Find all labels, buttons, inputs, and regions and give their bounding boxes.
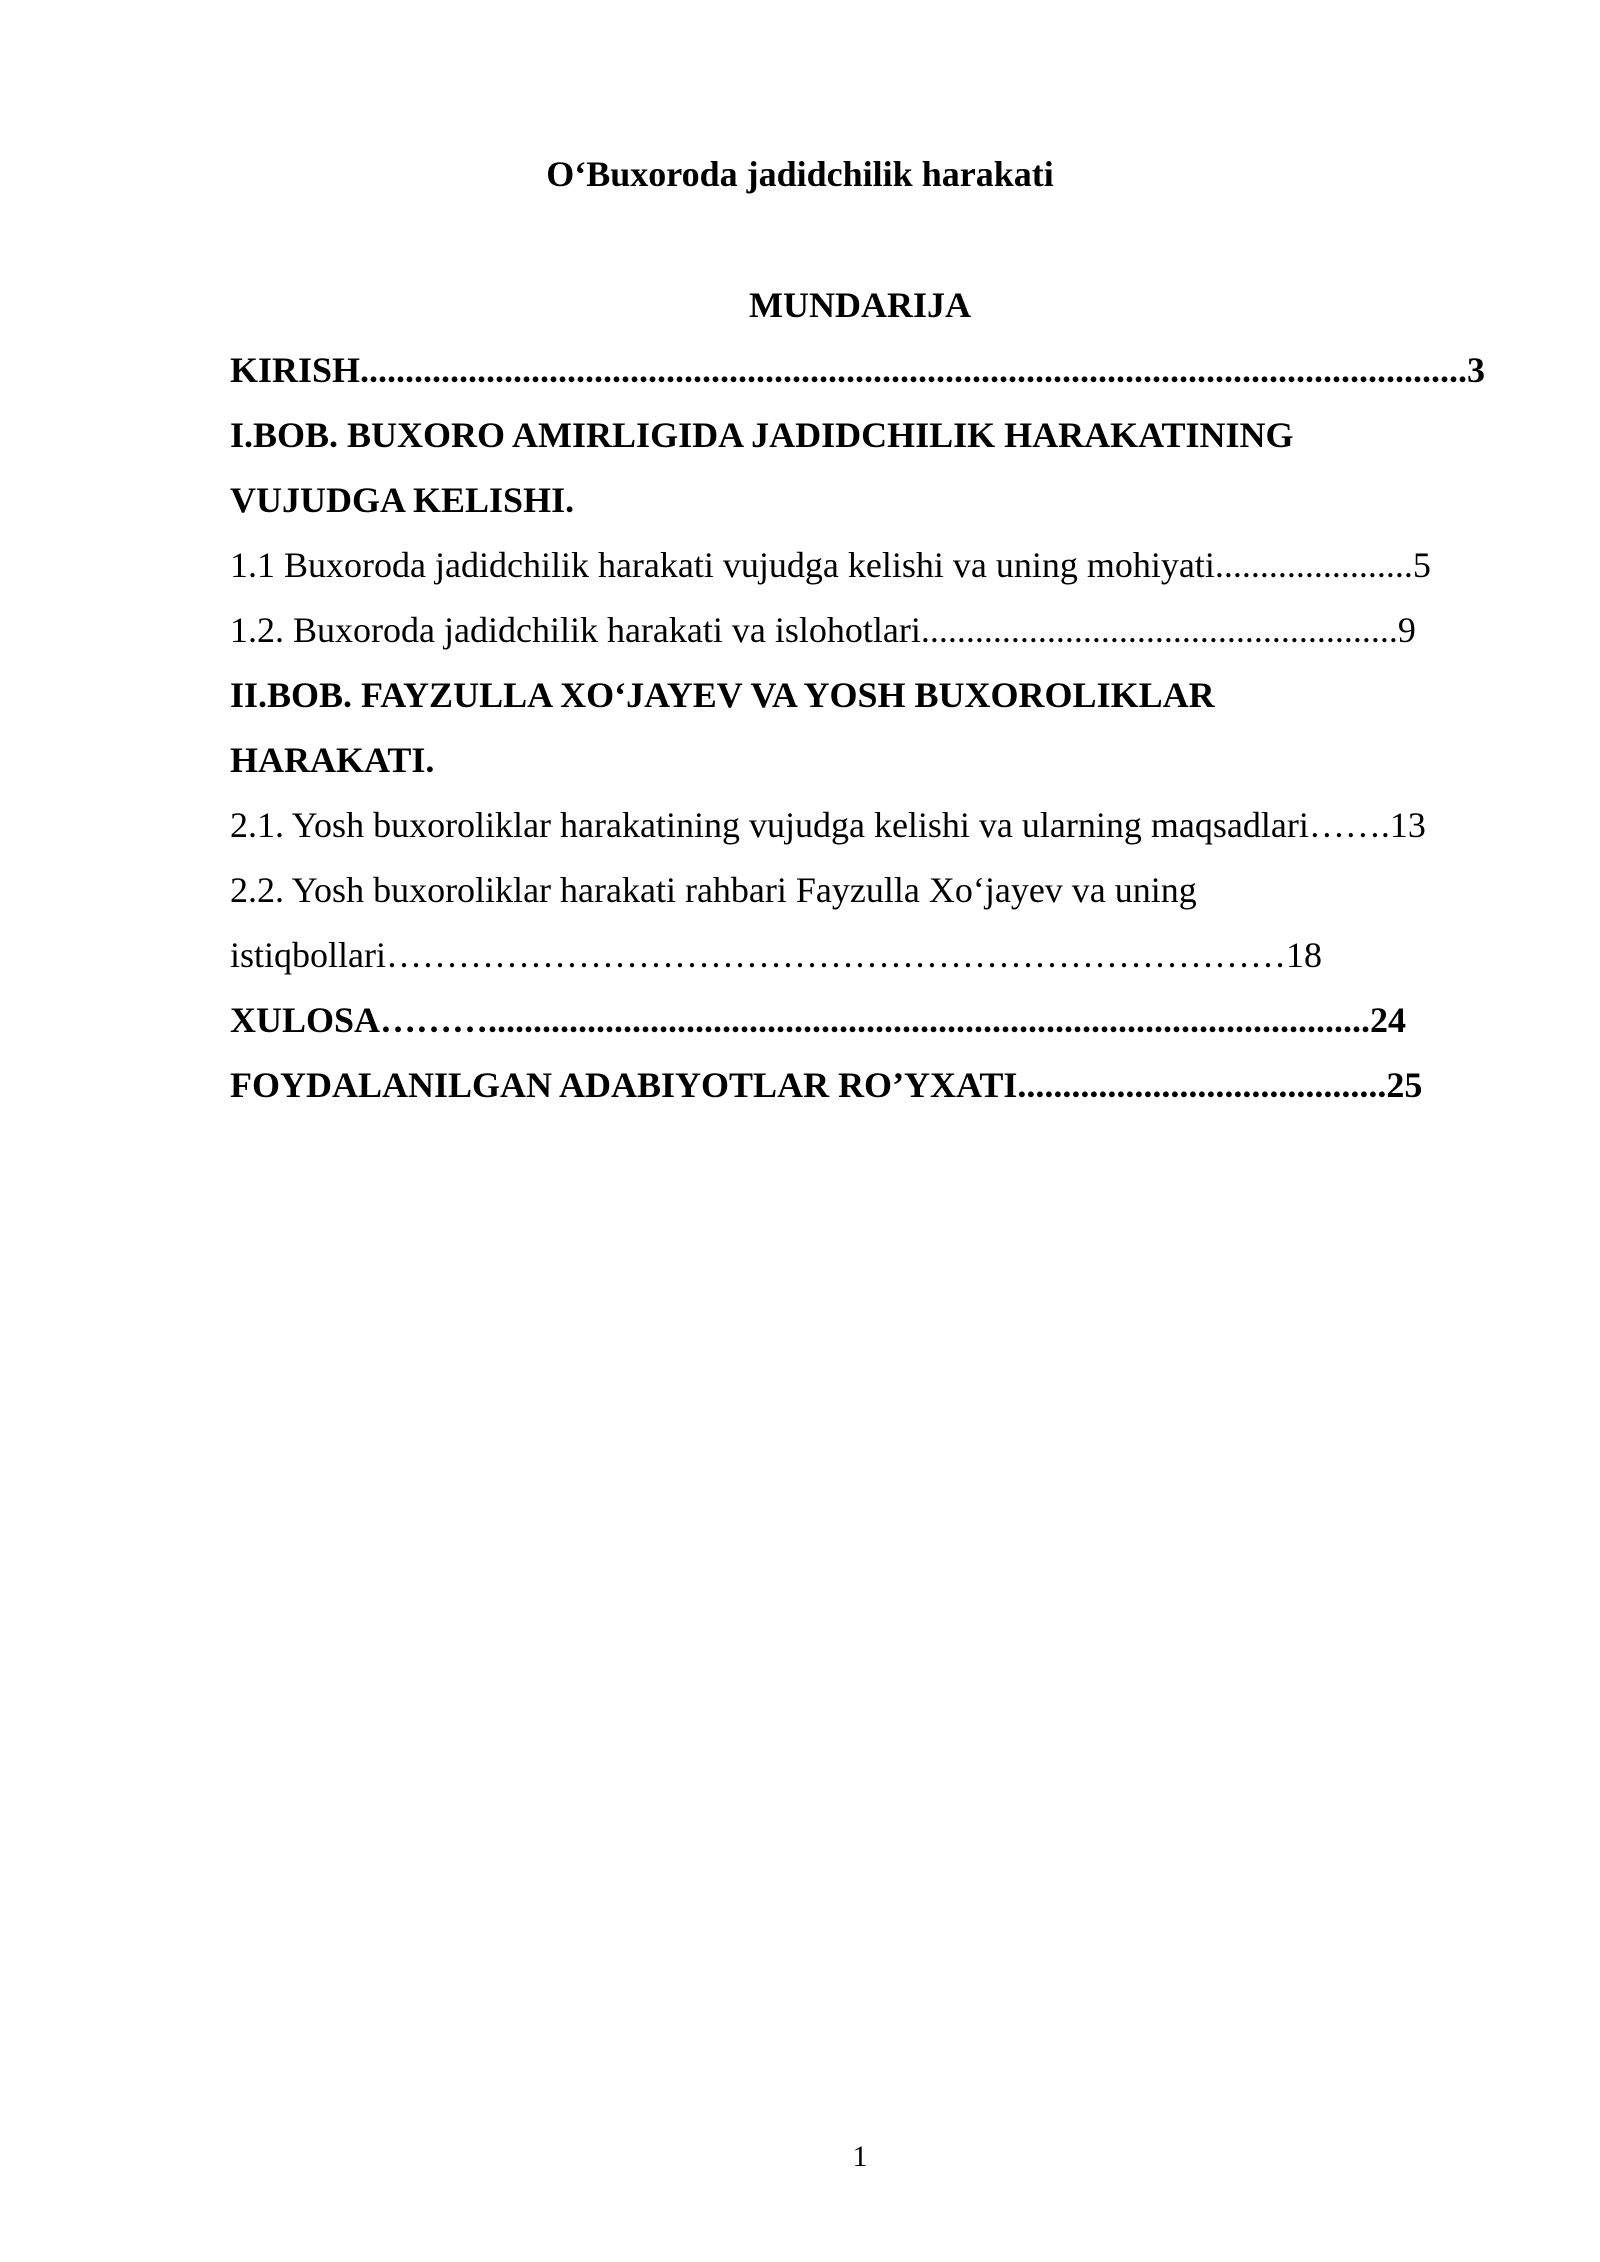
- document-title: O‘Buxoroda jadidchilik harakati: [546, 154, 1054, 194]
- toc-entry-2-2: 2.2. Yosh buxoroliklar harakati rahbari Fayzulla Xo‘jayev va uning: [230, 870, 1197, 910]
- toc-chapter-2-title-cont: HARAKATI.: [230, 740, 435, 780]
- toc-entry-2-2-cont: istiqbollari…………………………………………………………………18: [230, 935, 1322, 975]
- toc-entry-2-1: 2.1. Yosh buxoroliklar harakatining vujudga kelishi va ularning maqsadlari…….13: [230, 805, 1426, 845]
- toc-entry-1-2: 1.2. Buxoroda jadidchilik harakati va islohotlari.....................................................9: [230, 610, 1416, 650]
- toc-entry-bibliography: FOYDALANILGAN ADABIYOTLAR RO’YXATI.........................................25: [230, 1065, 1423, 1105]
- toc-chapter-1-title-cont: VUJUDGA KELISHI.: [230, 480, 575, 520]
- toc-heading: MUNDARIJA: [749, 285, 971, 325]
- toc-entry-1-1: 1.1 Buxoroda jadidchilik harakati vujudga kelishi va uning mohiyati......................5: [230, 545, 1431, 585]
- page-number: 1: [852, 2140, 868, 2173]
- toc-chapter-1-title: I.BOB. BUXORO AMIRLIGIDA JADIDCHILIK HARAKATINING: [230, 415, 1294, 455]
- toc-entry-xulosa: XULOSA………..................................................................................................24: [230, 1000, 1407, 1040]
- toc-entry-kirish: KIRISH...........................................................................................................................3: [230, 350, 1486, 390]
- toc-chapter-2-title: II.BOB. FAYZULLA XO‘JAYEV VA YOSH BUXOROLIKLAR: [230, 675, 1215, 715]
